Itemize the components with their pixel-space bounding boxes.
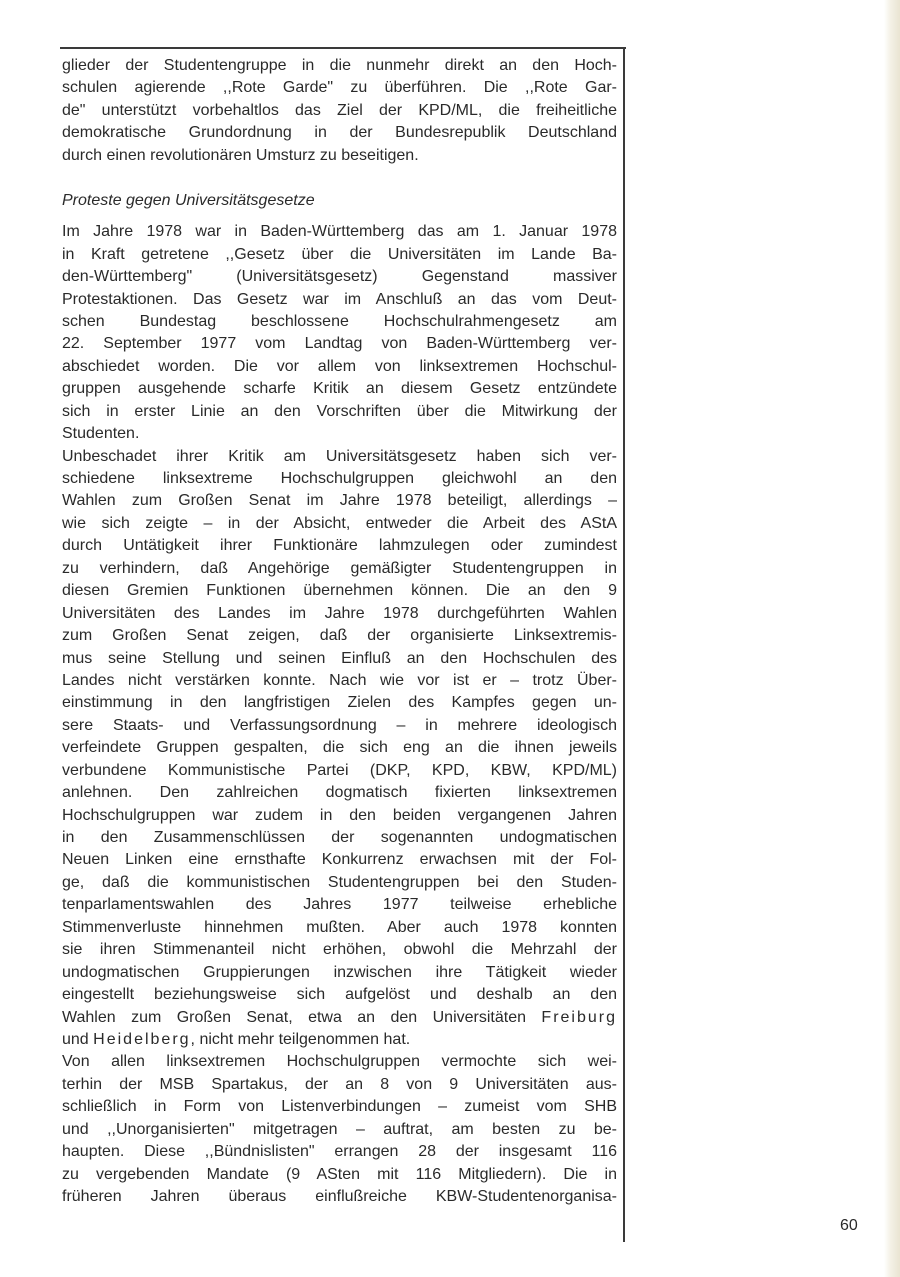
text-fragment: , nicht mehr teilgenommen hat. (190, 1030, 411, 1048)
text-line: wie sich zeigte – in der Absicht, entweder die Arbeit des AStA (62, 514, 617, 532)
text-line (62, 1007, 617, 1029)
text-line: Unbeschadet ihrer Kritik am Universitätsgesetz haben sich ver- (62, 447, 617, 465)
text-line: mus seine Stellung und seinen Einfluß an den Hochschulen des (62, 649, 617, 667)
text-line: diesen Gremien Funktionen übernehmen können. Die an den 9 (62, 582, 617, 600)
text-fragment: Wahlen zum Großen Senat, etwa an den Universitäten (62, 1008, 526, 1026)
paragraph-2 (62, 446, 617, 1052)
text-line: Neuen Linken eine ernsthafte Konkurrenz erwachsen mit der Fol- (62, 851, 617, 869)
text-line: Im Jahre 1978 war in Baden-Württemberg das am 1. Januar 1978 (62, 223, 617, 241)
text-line: schließlich in Form von Listenverbindungen – zumeist vom SHB (62, 1098, 617, 1116)
text-line: glieder der Studentengruppe in die nunmehr direkt an den Hoch- (62, 57, 617, 74)
text-line: schiedene linksextreme Hochschulgruppen gleichwohl an den (62, 470, 617, 487)
text-line (62, 1029, 617, 1051)
section-heading: Proteste gegen Universitätsgesetze (62, 192, 315, 210)
text-line: eingestellt beziehungsweise sich aufgelöst und deshalb an den (62, 986, 617, 1004)
paragraph-1 (62, 221, 617, 445)
text-line: abschiedet worden. Die vor allem von linksextremen Hochschul- (62, 357, 617, 375)
text-fragment: und (62, 1030, 89, 1048)
text-line: zu vergebenden Mandate (9 ASten mit 116 Mitgliedern). Die in (62, 1165, 617, 1183)
text-line: ge, daß die kommunistischen Studentengruppen bei den Studen- (62, 873, 617, 891)
right-margin-rule (623, 47, 625, 1242)
text-line: in Kraft getretene ,,Gesetz über die Universitäten im Lande Ba- (62, 245, 617, 263)
text-line: durch Untätigkeit ihrer Funktionäre lahmzulegen oder zumindest (62, 537, 617, 555)
text-line: undogmatischen Gruppierungen inzwischen ihre Tätigkeit wieder (62, 963, 617, 981)
city-name-freiburg: Freiburg (541, 1008, 617, 1026)
text-line: tenparlamentswahlen des Jahres 1977 teilweise erhebliche (62, 896, 617, 914)
text-line: Universitäten des Landes im Jahre 1978 durchgeführten Wahlen (62, 604, 617, 622)
text-line: verbundene Kommunistische Partei (DKP, KPD, KBW, KPD/ML) (62, 761, 617, 779)
city-name-heidelberg: Heidelberg (93, 1030, 191, 1048)
text-line: zum Großen Senat zeigen, daß der organisierte Linksextremis- (62, 627, 617, 645)
text-line: schen Bundestag beschlossene Hochschulrahmengesetz am (62, 312, 617, 330)
text-line: Wahlen zum Großen Senat im Jahre 1978 beteiligt, allerdings – (62, 492, 617, 510)
text-line: zu verhindern, daß Angehörige gemäßigter Studentengruppen in (62, 559, 617, 577)
text-line: schulen agierende ,,Rote Garde" zu überführen. Die ,,Rote Gar- (62, 79, 617, 97)
text-column (62, 55, 617, 1208)
text-line: früheren Jahren überaus einflußreiche KBW-Studentenorganisa- (62, 1188, 617, 1205)
text-line: in den Zusammenschlüssen der sogenannten undogmatischen (62, 829, 617, 846)
text-line: sie ihren Stimmenanteil nicht erhöhen, obwohl die Mehrzahl der (62, 941, 617, 959)
text-line: und ,,Unorganisierten" mitgetragen – auftrat, am besten zu be- (62, 1120, 617, 1138)
text-line: durch einen revolutionären Umsturz zu beseitigen. (62, 146, 419, 164)
text-line: haupten. Diese ,,Bündnislisten" errangen 28 der insgesamt 116 (62, 1143, 617, 1161)
text-line: sere Staats- und Verfassungsordnung – in mehrere ideologisch (62, 716, 617, 734)
text-line: verfeindete Gruppen gespalten, die sich eng an die ihnen jeweils (62, 739, 617, 757)
text-line: gruppen ausgehende scharfe Kritik an diesem Gesetz entzündete (62, 380, 617, 398)
page-edge-shadow (884, 0, 900, 1277)
text-line: anlehnen. Den zahlreichen dogmatisch fixierten linksextremen (62, 784, 617, 802)
text-line: einstimmung in den langfristigen Zielen des Kampfes gegen un- (62, 694, 617, 712)
page-number: 60 (840, 1217, 858, 1234)
text-line: Von allen linksextremen Hochschulgruppen vermochte sich wei- (62, 1053, 617, 1071)
text-line: terhin der MSB Spartakus, der an 8 von 9 Universitäten aus- (62, 1075, 617, 1093)
text-line: Hochschulgruppen war zudem in den beiden vergangenen Jahren (62, 806, 617, 824)
text-line: Stimmenverluste hinnehmen mußten. Aber auch 1978 konnten (62, 918, 617, 936)
text-line: Protestaktionen. Das Gesetz war im Anschluß an das vom Deut- (62, 290, 617, 308)
paragraph-3 (62, 1051, 617, 1208)
text-line: 22. September 1977 vom Landtag von Baden-Württemberg ver- (62, 335, 617, 353)
paragraph-intro (62, 55, 617, 167)
top-rule (60, 47, 626, 49)
text-line: Studenten. (62, 425, 140, 443)
text-line: den-Württemberg" (Universitätsgesetz) Gegenstand massiver (62, 268, 617, 286)
text-line: de" unterstützt vorbehaltlos das Ziel der KPD/ML, die freiheitliche (62, 101, 617, 119)
text-line: sich in erster Linie an den Vorschriften über die Mitwirkung der (62, 402, 617, 420)
text-line: demokratische Grundordnung in der Bundesrepublik Deutschland (62, 124, 617, 142)
text-line: Landes nicht verstärken konnte. Nach wie vor ist er – trotz Über- (62, 671, 617, 689)
